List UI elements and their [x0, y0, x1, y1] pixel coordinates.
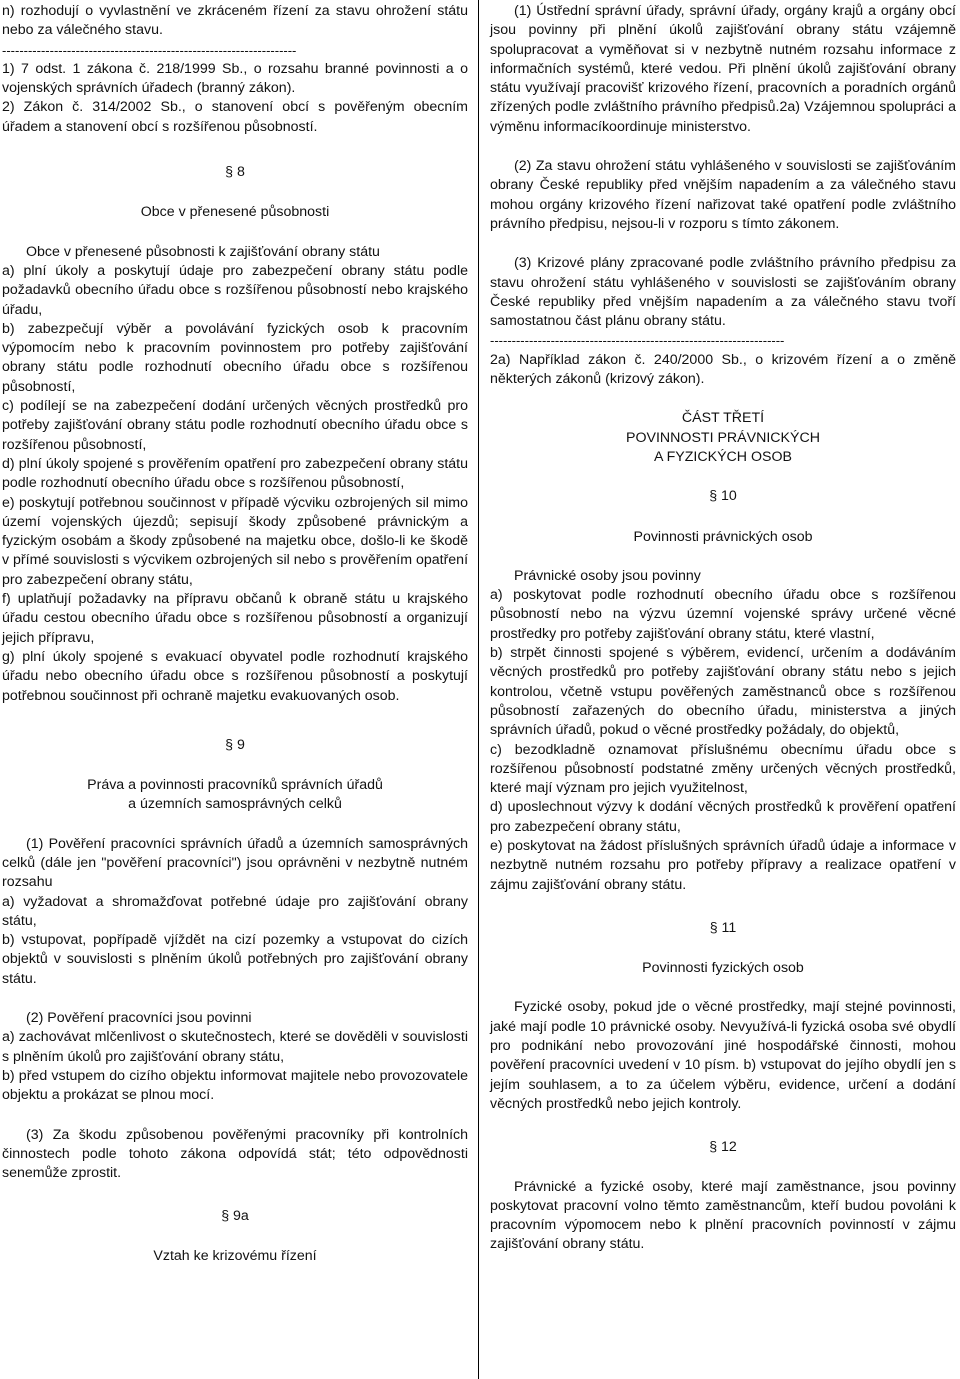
section-9-p2-item-a: a) zachovávat mlčenlivost o skutečnostech, které se dověděli v souvislosti s plněním úkolů pro zajišťování obrany státu, [2, 1029, 468, 1065]
section-8-item-f: f) uplatňují požadavky na přípravu občanů k obraně státu u krajského úřadu cestou obecního úřadu obce s rozšířenou působností a organizují jejich přípravu, [2, 591, 468, 646]
section-9-p1-item-a: a) vyžadovat a shromažďovat potřebné údaje pro zajišťování obrany státu, [2, 893, 468, 929]
section-sign-icon: § [709, 488, 718, 505]
section-11-number: § 11 [709, 919, 737, 936]
section-8-item-a: a) plní úkoly a poskytují údaje pro zabezpečení obrany státu podle požadavků obecního úřadu obce s rozšířenou působností nebo krajského úřadu, [2, 262, 468, 318]
section-sign-icon: § [221, 1208, 230, 1225]
section-10-item-a: a) poskytovat podle rozhodnutí obecního úřadu obce s rozšířenou působností nebo na výzvu územní vojenské správy určené věcné prostředky pro potřeby zajišťování obrany státu, které vlastní, [490, 587, 956, 642]
section-10-item-b: b) strpět činnosti spojené s výběrem, evidencí, určením a dodáváním věcných prostředků pro potřeby zajišťování obrany státu nebo s jejich kontrolou, včetně vstupu pověřených zaměstnanců obce s rozšířenou působností zařazených do obecního úřadu, ministerstva a jiných správních úřadů, pokud o věcné prostředky požádaly, do objektů, [490, 645, 956, 739]
part-heading-line-2: POVINNOSTI PRÁVNICKÝCH [626, 429, 820, 446]
section-12-text: Právnické a fyzické osoby, které mají zaměstnance, jsou povinny poskytovat pracovní volno těmto zaměstnancům, kteří budou povoláni k pracovním výpomocem nebo k plnění pracovních povinností v zájmu zajišťování obrany státu. [490, 1178, 956, 1253]
section-8-title: Obce v přenesené působnosti [140, 204, 330, 221]
section-sign-icon: § [709, 1139, 718, 1156]
footnote-divider: -------------------------------------------------------------------- [2, 42, 297, 58]
section-9-p1-item-b: b) vstupovat, popřípadě vjíždět na cizí pozemky a vstupovat do cizích objektů v souvislosti s plněním úkolů potřebných pro zajišťování obrany státu. [2, 932, 468, 987]
section-10-title: Povinnosti právnických osob [633, 528, 813, 545]
section-9-title-line-1: Práva a povinnosti pracovníků správních úřadů [87, 777, 383, 794]
section-8-item-c: c) podílejí se na zabezpečení dodání určených věcných prostředků pro potřeby zajišťování obrany státu podle rozhodnutí obecního úřadu obce s rozšířenou působností, [2, 398, 468, 453]
section-9-number: § 9 [225, 736, 245, 753]
right-column [490, 2, 956, 1255]
section-8-number: § 8 [225, 164, 245, 181]
footnote-1: 1) 7 odst. 1 zákona č. 218/1999 Sb., o rozsahu branné povinnosti a o vojenských správních úřadech (branný zákon). [2, 60, 468, 97]
top-fragment: n) rozhodují o vyvlastnění ve zkráceném řízení za stavu ohrožení státu nebo za válečného stavu. [2, 3, 468, 39]
section-10-item-e: e) poskytovat na žádost příslušných správních úřadů údaje a informace v nezbytně nutném rozsahu pro potřeby přípravy a realizace opatření v zájmu zajišťování obrany státu. [490, 837, 956, 893]
section-9a-title: Vztah ke krizovému řízení [153, 1247, 317, 1264]
section-9-paragraph-2: (2) Pověření pracovníci jsou povinni [26, 1010, 252, 1027]
section-9-p2-item-b: b) před vstupem do cizího objektu informovat majitele nebo provozovatele objektu a prokázat se plnou mocí. [2, 1067, 468, 1104]
section-sign-icon: § [225, 164, 234, 181]
section-10-item-c: c) bezodkladně oznamovat příslušnému obecnímu úřadu obce s rozšířenou působností podstatné změny určených věcných prostředků, které mají význam pro jejich využitelnost, [490, 741, 956, 797]
part-heading-line-1: ČÁST TŘETÍ [681, 410, 765, 427]
column-divider-line [478, 0, 479, 1379]
section-8-item-g: g) plní úkoly spojené s evakuací obyvatel podle rozhodnutí krajského úřadu nebo obecního úřadu obce s rozšířenou působností a poskytují potřebnou součinnost při ochraně majetku evakuovaných osob. [2, 648, 468, 704]
section-9a-paragraph-2: (2) Za stavu ohrožení státu vyhlášeného v souvislosti se zajišťováním obrany České republiky před vnějším napadením a za válečného stavu mohou orgány krizového řízení nařizovat také opatření podle zvláštního právního předpisu, nejsou-li v rozporu s tímto zákonem. [490, 158, 956, 232]
footnote-divider: -------------------------------------------------------------------- [490, 333, 785, 349]
section-8-item-d: d) plní úkoly spojené s prověřením opatření pro zabezpečení obrany státu podle rozhodnutí obecního úřadu obce s rozšířenou působností, [2, 455, 468, 492]
section-8-intro: Obce v přenesené působnosti k zajišťování obrany státu [26, 243, 380, 260]
footnote-2: 2) Zákon č. 314/2002 Sb., o stanovení obcí s pověřeným obecním úřadem a stanovení obcí s rozšířenou působností. [2, 99, 468, 135]
footnote-2a: 2a) Například zákon č. 240/2000 Sb., o krizovém řízení a o změně některých zákonů (krizový zákon). [490, 351, 956, 388]
part-heading-line-3: A FYZICKÝCH OSOB [654, 448, 792, 465]
section-9a-paragraph-1: (1) Ústřední správní úřady, správní úřady, orgány krajů a orgány obcí jsou povinny při plnění úkolů zajišťování obrany státu vzájemně spolupracovat a vyměňovat si v nezbytně nutném rozsahu informace z informačních systémů, které vedou. Při plnění úkolů zajišťování obrany státu využívají pracovišť krizového řízení, pracovních a poradních orgánů zřízených podle zvláštního právního předpisů.2a) Vzájemnou spolupráci a výměnu informacíkoordinuje ministerstvo. [490, 3, 956, 135]
section-11-title: Povinnosti fyzických osob [642, 960, 804, 977]
section-10-intro: Právnické osoby jsou povinny [514, 567, 701, 584]
section-9a-number: § 9a [221, 1208, 249, 1225]
section-8-item-b: b) zabezpečují výběr a povolávání fyzických osob k pracovním výpomocím nebo k pracovním povinnostem pro potřeby zajišťování obrany státu podle rozhodnutí obecního úřadu obce s rozšířenou působností, [2, 320, 468, 395]
section-10-item-d: d) uposlechnout výzvy k dodání věcných prostředků k prověření opatření pro zabezpečení obrany státu, [490, 799, 956, 835]
section-9-paragraph-1: (1) Pověření pracovníci správních úřadů a územních samosprávných celků (dále jen "pověření pracovníci") jsou oprávněni v nezbytně nutném rozsahu [2, 835, 468, 891]
left-column [2, 2, 468, 1266]
section-9-title-line-2: a územních samosprávných celků [128, 796, 342, 813]
section-12-number: § 12 [709, 1139, 737, 1156]
section-9a-paragraph-3: (3) Krizové plány zpracované podle zvláštního právního předpisu za stavu ohrožení státu vyhlášeného v souvislosti se zajišťováním obrany České republiky před vnějším napadením a za válečného stavu tvoří samostatnou část plánu obrany státu. [490, 255, 956, 330]
section-11-text: Fyzické osoby, pokud jde o věcné prostředky, mají stejné povinnosti, jaké mají podle 10 právnické osoby. Nevyužívá-li fyzická osoba své obydlí pro podnikání nebo provozování jiné hospodářské činnosti, mohou pověření pracovníci uvedení v 10 písm. b) vstupovat do jejího obydlí jen s jejím souhlasem, a to za účelem výběru, evidence, určení a dodání věcných prostředků nebo jejich kontroly. [490, 999, 956, 1112]
section-8-item-e: e) poskytují potřebnou součinnost v případě výcviku ozbrojených sil mimo území vojenských újezdů; sepisují škody způsobené právnickým a fyzickým osobám a škody způsobené na majetku obce, došlo-li ke škodě v přímé souvislosti s výcvikem ozbrojených sil nebo s prověřením opatření pro zabezpečení obrany státu, [2, 494, 469, 588]
section-9-paragraph-3: (3) Za škodu způsobenou pověřenými pracovníky při kontrolních činnostech podle tohoto zákona odpovídá stát; této odpovědnosti senemůže zprostit. [2, 1126, 468, 1182]
section-10-number: § 10 [709, 488, 737, 505]
section-sign-icon: § [225, 736, 234, 753]
section-sign-icon: § [709, 919, 718, 936]
